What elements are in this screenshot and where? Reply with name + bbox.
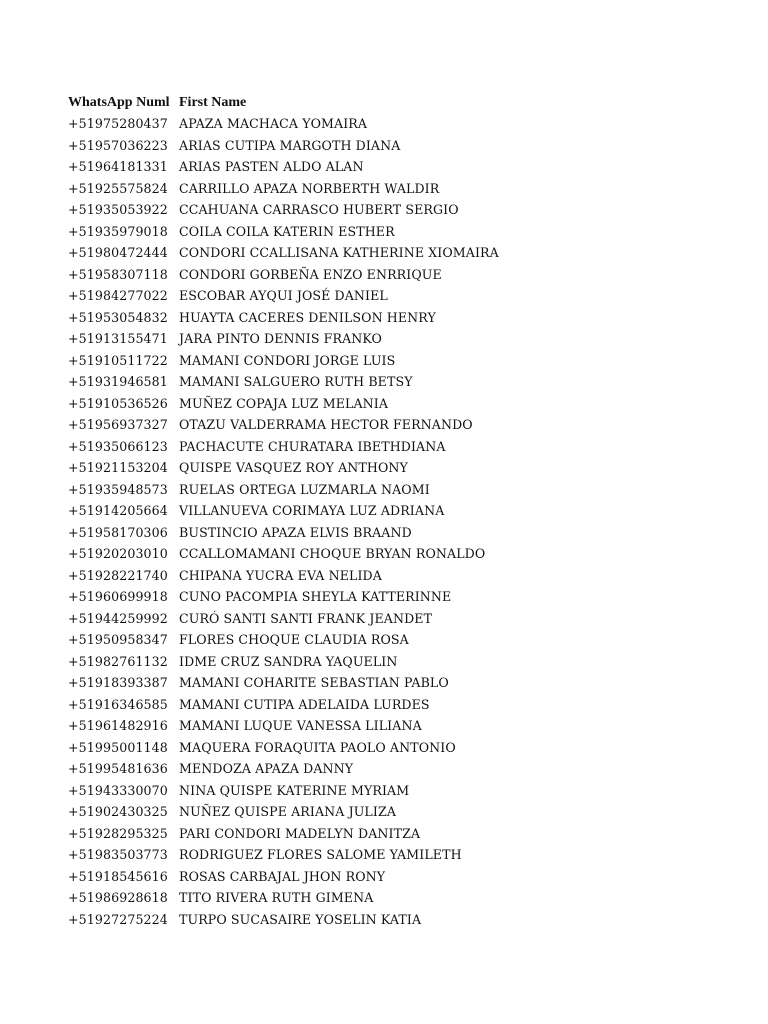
full-name: VILLANUEVA CORIMAYA LUZ ADRIANA [179,503,445,519]
full-name: ESCOBAR AYQUI JOSÉ DANIEL [179,288,388,304]
full-name: CHIPANA YUCRA EVA NELIDA [179,567,382,583]
table-row [68,285,708,307]
full-name: CCAHUANA CARRASCO HUBERT SERGIO [179,202,459,218]
full-name: NUÑEZ QUISPE ARIANA JULIZA [179,804,397,820]
phone-number: +51928295325 [68,825,168,841]
table-row [68,436,708,458]
full-name: ARIAS CUTIPA MARGOTH DIANA [179,137,401,153]
table-row [68,543,708,565]
phone-number: +51960699918 [68,589,168,605]
table-row [68,221,708,243]
table-row [68,565,708,587]
table-row [68,371,708,393]
phone-number: +51916346585 [68,696,168,712]
phone-number: +51921153204 [68,460,168,476]
full-name: MAMANI SALGUERO RUTH BETSY [179,374,413,390]
full-name: IDME CRUZ SANDRA YAQUELIN [179,653,398,669]
table-row [68,758,708,780]
phone-number: +51918393387 [68,675,168,691]
phone-number: +51995001148 [68,739,168,755]
table-body [68,113,708,930]
full-name: NINA QUISPE KATERINE MYRIAM [179,782,410,798]
full-name: MAMANI LUQUE VANESSA LILIANA [179,718,422,734]
phone-number: +51935066123 [68,438,168,454]
phone-number: +51953054832 [68,309,168,325]
full-name: PACHACUTE CHURATARA IBETHDIANA [179,438,446,454]
phone-number: +51964181331 [68,159,168,175]
full-name: CUNO PACOMPIA SHEYLA KATTERINNE [179,589,452,605]
table-row [68,586,708,608]
full-name: CONDORI CCALLISANA KATHERINE XIOMAIRA [179,245,499,261]
table-row [68,178,708,200]
table-row [68,199,708,221]
phone-number: +51944259992 [68,610,168,626]
table-row [68,113,708,135]
phone-number: +51957036223 [68,137,168,153]
phone-number: +51935948573 [68,481,168,497]
full-name: MENDOZA APAZA DANNY [179,761,354,777]
full-name: TITO RIVERA RUTH GIMENA [179,890,374,906]
phone-number: +51950958347 [68,632,168,648]
phone-number: +51935979018 [68,223,168,239]
table-row [68,328,708,350]
full-name: COILA COILA KATERIN ESTHER [179,223,395,239]
phone-number: +51943330070 [68,782,168,798]
full-name: MAMANI CONDORI JORGE LUIS [179,352,396,368]
full-name: MAMANI CUTIPA ADELAIDA LURDES [179,696,430,712]
table-row [68,135,708,157]
table-row [68,823,708,845]
phone-number: +51910536526 [68,395,168,411]
table-row [68,909,708,931]
full-name: TURPO SUCASAIRE YOSELIN KATIA [179,911,422,927]
phone-number: +51983503773 [68,847,168,863]
phone-number: +51975280437 [68,116,168,132]
full-name: ARIAS PASTEN ALDO ALAN [179,159,364,175]
full-name: MUÑEZ COPAJA LUZ MELANIA [179,395,389,411]
table-row [68,350,708,372]
table-row [68,844,708,866]
phone-number: +51914205664 [68,503,168,519]
phone-number: +51913155471 [68,331,168,347]
table-row [68,457,708,479]
phone-number: +51982761132 [68,653,168,669]
table-row [68,629,708,651]
full-name: ROSAS CARBAJAL JHON RONY [179,868,386,884]
table-row [68,608,708,630]
table-row [68,479,708,501]
table-row [68,887,708,909]
full-name: QUISPE VASQUEZ ROY ANTHONY [179,460,408,476]
full-name: MAQUERA FORAQUITA PAOLO ANTONIO [179,739,456,755]
table-row [68,672,708,694]
header-first-name: First Name [179,95,247,110]
full-name: RUELAS ORTEGA LUZMARLA NAOMI [179,481,430,497]
phone-number: +51920203010 [68,546,168,562]
table-row [68,737,708,759]
header-whatsapp-number: WhatsApp Numl [68,95,170,110]
table-row [68,156,708,178]
table-row [68,694,708,716]
table-row [68,715,708,737]
phone-number: +51925575824 [68,180,168,196]
full-name: MAMANI COHARITE SEBASTIAN PABLO [179,675,449,691]
full-name: APAZA MACHACA YOMAIRA [179,116,368,132]
full-name: CONDORI GORBEÑA ENZO ENRRIQUE [179,266,442,282]
full-name: BUSTINCIO APAZA ELVIS BRAAND [179,524,412,540]
full-name: PARI CONDORI MADELYN DANITZA [179,825,421,841]
phone-number: +51931946581 [68,374,168,390]
phone-number: +51986928618 [68,890,168,906]
table-row [68,264,708,286]
table-row [68,414,708,436]
full-name: CURÓ SANTI SANTI FRANK JEANDET [179,610,433,626]
contact-table [68,93,708,930]
phone-number: +51902430325 [68,804,168,820]
phone-number: +51918545616 [68,868,168,884]
phone-number: +51958170306 [68,524,168,540]
table-header [68,93,708,113]
full-name: FLORES CHOQUE CLAUDIA ROSA [179,632,409,648]
table-row [68,522,708,544]
phone-number: +51961482916 [68,718,168,734]
phone-number: +51980472444 [68,245,168,261]
phone-number: +51956937327 [68,417,168,433]
full-name: CCALLOMAMANI CHOQUE BRYAN RONALDO [179,546,486,562]
full-name: RODRIGUEZ FLORES SALOME YAMILETH [179,847,462,863]
table-row [68,651,708,673]
full-name: HUAYTA CACERES DENILSON HENRY [179,309,436,325]
phone-number: +51910511722 [68,352,168,368]
phone-number: +51928221740 [68,567,168,583]
table-row [68,393,708,415]
phone-number: +51927275224 [68,911,168,927]
table-row [68,307,708,329]
table-row [68,866,708,888]
table-row [68,500,708,522]
full-name: OTAZU VALDERRAMA HECTOR FERNANDO [179,417,473,433]
table-row [68,801,708,823]
phone-number: +51984277022 [68,288,168,304]
full-name: JARA PINTO DENNIS FRANKO [179,331,382,347]
table-row [68,242,708,264]
full-name: CARRILLO APAZA NORBERTH WALDIR [179,180,440,196]
phone-number: +51995481636 [68,761,168,777]
table-row [68,780,708,802]
phone-number: +51958307118 [68,266,168,282]
phone-number: +51935053922 [68,202,168,218]
